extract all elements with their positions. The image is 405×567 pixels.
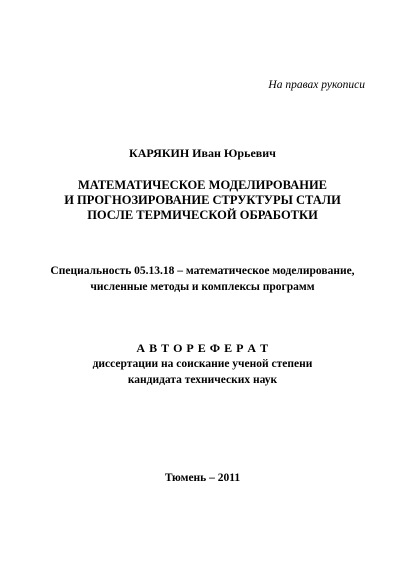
dissertation-line: кандидата технических наук [127,374,278,386]
document-title [0,178,405,223]
rights-note: На правах рукописи [268,79,365,91]
author-name: КАРЯКИН Иван Юрьевич [129,146,276,160]
abstract-heading: А В Т О Р Е Ф Е Р А Т [136,341,269,355]
title-line: ПОСЛЕ ТЕРМИЧЕСКОЙ ОБРАБОТКИ [87,208,318,222]
title-line: МАТЕМАТИЧЕСКОЕ МОДЕЛИРОВАНИЕ [77,178,328,192]
specialty-block [0,263,405,295]
dissertation-line: диссертации на соискание ученой степени [92,358,313,370]
title-line: И ПРОГНОЗИРОВАНИЕ СТРУКТУРЫ СТАЛИ [64,193,341,207]
city-year: Тюмень – 2011 [164,472,241,484]
specialty-line: численные методы и комплексы программ [90,281,315,293]
dissertation-block [0,356,405,388]
specialty-line: Специальность 05.13.18 – математическое моделирование, [50,265,355,277]
